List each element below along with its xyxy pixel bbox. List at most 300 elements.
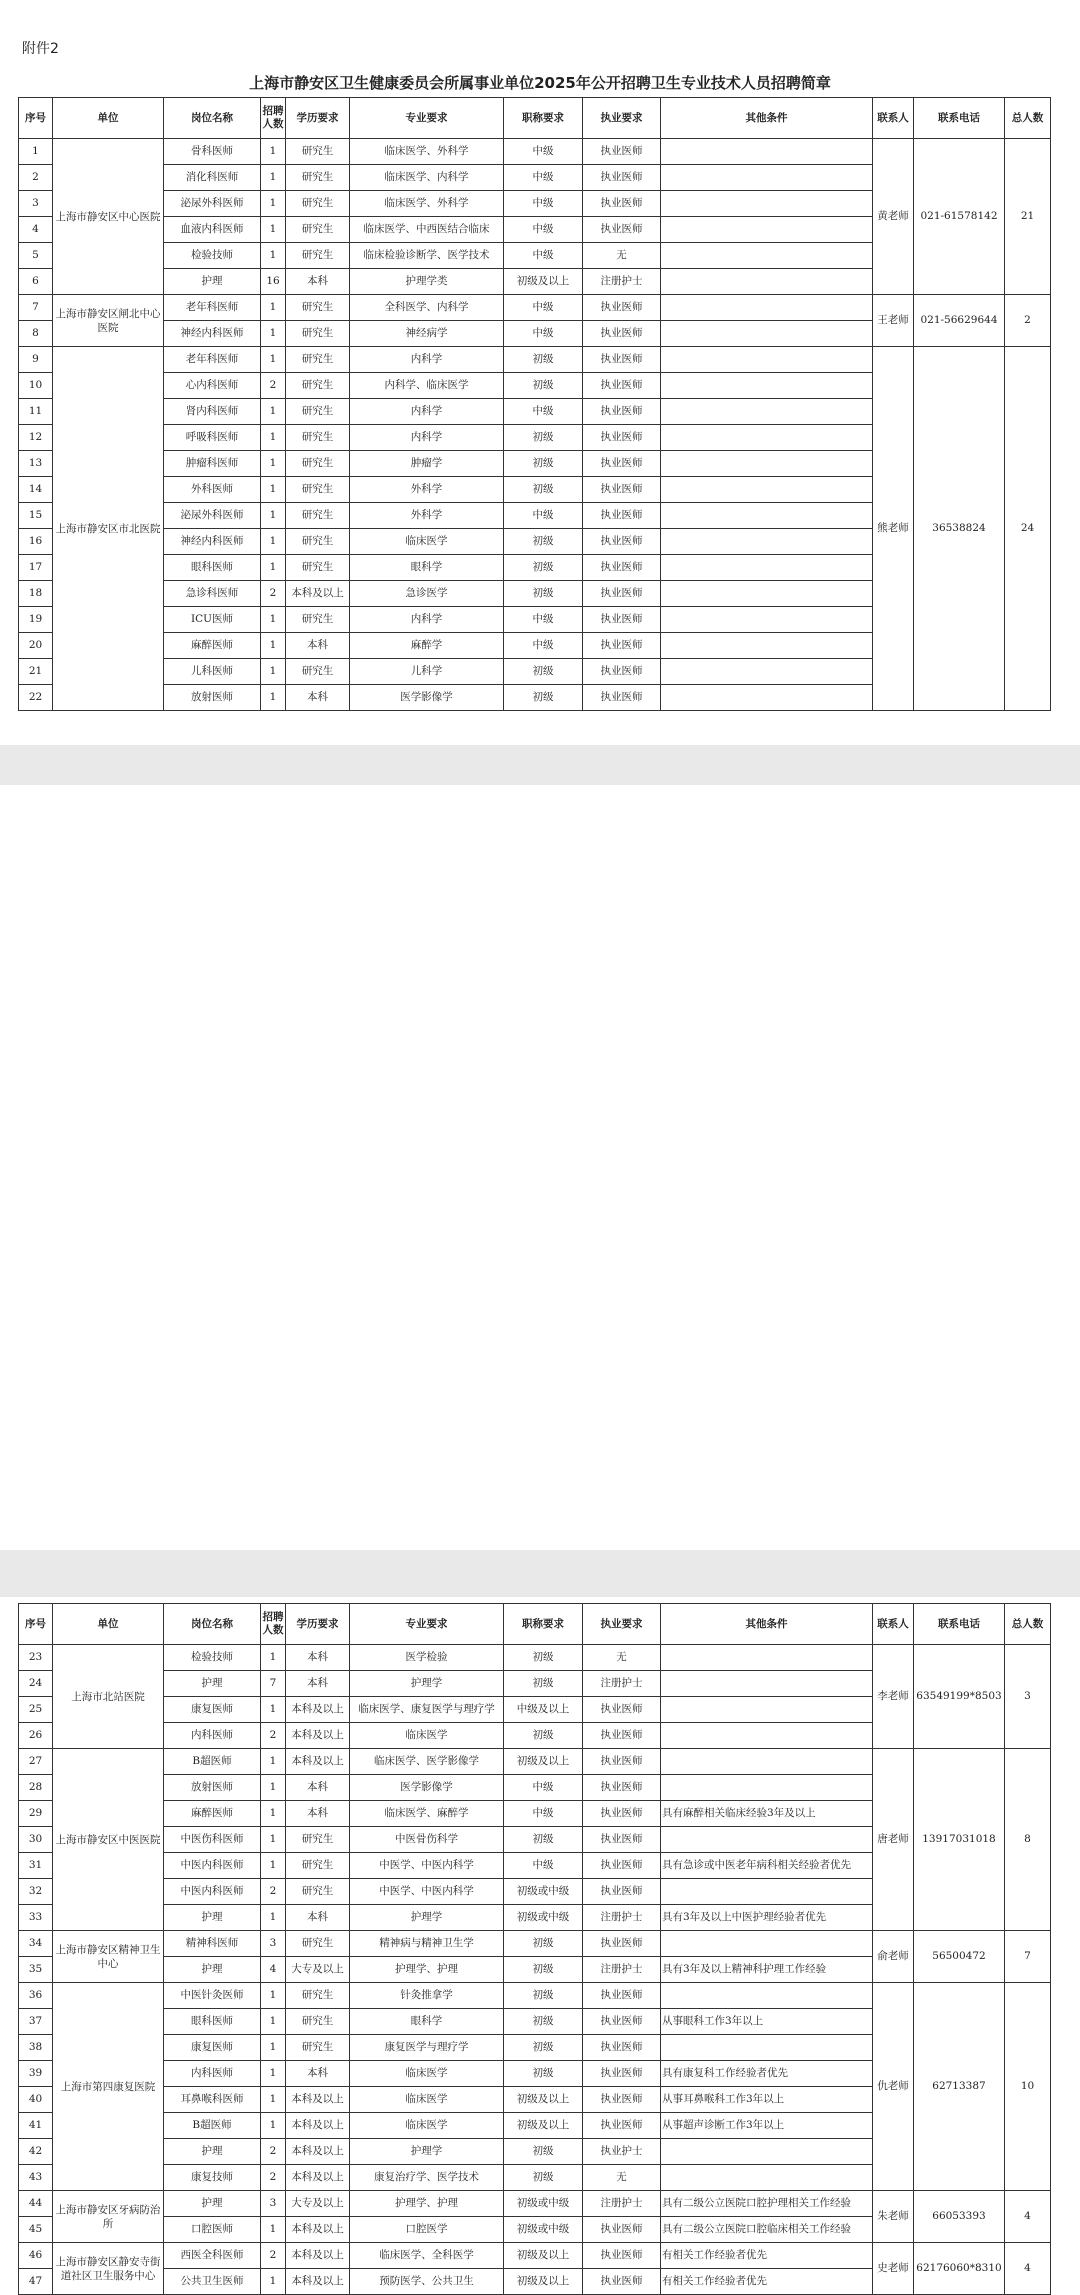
post-name: 老年科医师 — [164, 347, 261, 373]
contact-phone: 13917031018 — [914, 1749, 1005, 1931]
post-name: 眼科医师 — [164, 2009, 261, 2035]
title-requirement: 初级 — [504, 659, 583, 685]
row-number: 31 — [19, 1853, 53, 1879]
education-requirement: 研究生 — [286, 1879, 350, 1905]
recruit-count: 1 — [261, 1697, 286, 1723]
recruitment-table-page-1 — [18, 97, 1051, 711]
contact-person: 王老师 — [873, 295, 914, 347]
title-requirement: 初级 — [504, 2139, 583, 2165]
major-requirement: 中医学、中医内科学 — [350, 1853, 504, 1879]
title-requirement: 初级 — [504, 2165, 583, 2191]
license-requirement: 执业医师 — [583, 399, 661, 425]
other-conditions — [661, 1697, 873, 1723]
recruit-count: 1 — [261, 2217, 286, 2243]
contact-person: 史老师 — [873, 2243, 914, 2295]
recruit-count: 1 — [261, 1983, 286, 2009]
total-count: 2 — [1005, 295, 1051, 347]
other-conditions: 从事超声诊断工作3年以上 — [661, 2113, 873, 2139]
license-requirement: 无 — [583, 2165, 661, 2191]
column-header: 执业要求 — [583, 98, 661, 139]
recruit-count: 1 — [261, 217, 286, 243]
recruit-count: 1 — [261, 1905, 286, 1931]
title-requirement: 中级 — [504, 191, 583, 217]
row-number: 32 — [19, 1879, 53, 1905]
major-requirement: 康复治疗学、医学技术 — [350, 2165, 504, 2191]
major-requirement: 医学影像学 — [350, 1775, 504, 1801]
education-requirement: 本科 — [286, 1801, 350, 1827]
unit-name: 上海市静安区闸北中心医院 — [53, 295, 164, 347]
recruit-count: 1 — [261, 2087, 286, 2113]
major-requirement: 口腔医学 — [350, 2217, 504, 2243]
recruit-count: 1 — [261, 1645, 286, 1671]
recruit-count: 7 — [261, 1671, 286, 1697]
other-conditions — [661, 191, 873, 217]
other-conditions: 具有3年及以上精神科护理工作经验 — [661, 1957, 873, 1983]
recruit-count: 1 — [261, 2009, 286, 2035]
education-requirement: 研究生 — [286, 243, 350, 269]
unit-name: 上海市北站医院 — [53, 1645, 164, 1749]
education-requirement: 研究生 — [286, 1827, 350, 1853]
recruit-count: 1 — [261, 1749, 286, 1775]
education-requirement: 本科及以上 — [286, 1697, 350, 1723]
row-number: 44 — [19, 2191, 53, 2217]
recruitment-table-page-2 — [18, 1603, 1051, 2295]
major-requirement: 临床医学、内科学 — [350, 165, 504, 191]
row-number: 18 — [19, 581, 53, 607]
license-requirement: 执业医师 — [583, 347, 661, 373]
license-requirement: 执业医师 — [583, 1853, 661, 1879]
other-conditions — [661, 1827, 873, 1853]
license-requirement: 执业医师 — [583, 555, 661, 581]
row-number: 27 — [19, 1749, 53, 1775]
page-separator — [0, 745, 1080, 785]
title-requirement: 初级 — [504, 1957, 583, 1983]
recruit-count: 1 — [261, 243, 286, 269]
title-requirement: 初级 — [504, 1671, 583, 1697]
education-requirement: 研究生 — [286, 139, 350, 165]
major-requirement: 护理学 — [350, 2139, 504, 2165]
license-requirement: 执业医师 — [583, 2087, 661, 2113]
license-requirement: 执业医师 — [583, 1801, 661, 1827]
license-requirement: 执业医师 — [583, 165, 661, 191]
row-number: 23 — [19, 1645, 53, 1671]
post-name: 眼科医师 — [164, 555, 261, 581]
post-name: 护理 — [164, 2139, 261, 2165]
post-name: 中医针灸医师 — [164, 1983, 261, 2009]
other-conditions — [661, 503, 873, 529]
recruit-count: 1 — [261, 529, 286, 555]
education-requirement: 研究生 — [286, 2035, 350, 2061]
post-name: 检验技师 — [164, 243, 261, 269]
recruit-count: 1 — [261, 1801, 286, 1827]
post-name: 中医内科医师 — [164, 1879, 261, 1905]
major-requirement: 医学影像学 — [350, 685, 504, 711]
post-name: 口腔医师 — [164, 2217, 261, 2243]
other-conditions: 具有康复科工作经验者优先 — [661, 2061, 873, 2087]
post-name: 中医伤科医师 — [164, 1827, 261, 1853]
education-requirement: 本科及以上 — [286, 1723, 350, 1749]
column-header: 总人数 — [1005, 1604, 1051, 1645]
title-requirement: 初级 — [504, 451, 583, 477]
recruit-count: 1 — [261, 451, 286, 477]
other-conditions — [661, 477, 873, 503]
education-requirement: 研究生 — [286, 607, 350, 633]
major-requirement: 内科学、临床医学 — [350, 373, 504, 399]
other-conditions — [661, 581, 873, 607]
table-header-row — [19, 98, 1051, 139]
recruit-count: 2 — [261, 373, 286, 399]
row-number: 1 — [19, 139, 53, 165]
post-name: 呼吸科医师 — [164, 425, 261, 451]
title-requirement: 初级 — [504, 1983, 583, 2009]
post-name: 神经内科医师 — [164, 529, 261, 555]
recruit-count: 1 — [261, 659, 286, 685]
document-page-1 — [0, 0, 1080, 745]
recruit-count: 1 — [261, 191, 286, 217]
unit-name: 上海市静安区静安寺街道社区卫生服务中心 — [53, 2243, 164, 2295]
education-requirement: 本科及以上 — [286, 2243, 350, 2269]
total-count: 8 — [1005, 1749, 1051, 1931]
license-requirement: 注册护士 — [583, 1957, 661, 1983]
education-requirement: 研究生 — [286, 373, 350, 399]
education-requirement: 本科及以上 — [286, 2217, 350, 2243]
title-requirement: 中级 — [504, 139, 583, 165]
license-requirement: 执业医师 — [583, 217, 661, 243]
license-requirement: 执业医师 — [583, 581, 661, 607]
education-requirement: 本科 — [286, 2061, 350, 2087]
recruit-count: 1 — [261, 347, 286, 373]
row-number: 12 — [19, 425, 53, 451]
license-requirement: 执业医师 — [583, 659, 661, 685]
title-requirement: 中级 — [504, 217, 583, 243]
row-number: 24 — [19, 1671, 53, 1697]
total-count: 10 — [1005, 1983, 1051, 2191]
other-conditions — [661, 139, 873, 165]
major-requirement: 内科学 — [350, 607, 504, 633]
other-conditions — [661, 217, 873, 243]
education-requirement: 研究生 — [286, 191, 350, 217]
major-requirement: 内科学 — [350, 425, 504, 451]
major-requirement: 针灸推拿学 — [350, 1983, 504, 2009]
total-count: 7 — [1005, 1931, 1051, 1983]
education-requirement: 研究生 — [286, 503, 350, 529]
post-name: 消化科医师 — [164, 165, 261, 191]
major-requirement: 急诊医学 — [350, 581, 504, 607]
education-requirement: 本科及以上 — [286, 1749, 350, 1775]
title-requirement: 初级或中级 — [504, 1905, 583, 1931]
contact-phone: 66053393 — [914, 2191, 1005, 2243]
row-number: 41 — [19, 2113, 53, 2139]
major-requirement: 内科学 — [350, 347, 504, 373]
column-header: 序号 — [19, 1604, 53, 1645]
total-count: 3 — [1005, 1645, 1051, 1749]
education-requirement: 研究生 — [286, 659, 350, 685]
license-requirement: 无 — [583, 1645, 661, 1671]
title-requirement: 初级及以上 — [504, 2087, 583, 2113]
post-name: 精神科医师 — [164, 1931, 261, 1957]
major-requirement: 临床检验诊断学、医学技术 — [350, 243, 504, 269]
title-requirement: 中级 — [504, 633, 583, 659]
recruit-count: 4 — [261, 1957, 286, 1983]
table-row — [19, 1931, 1051, 1957]
other-conditions — [661, 243, 873, 269]
education-requirement: 本科 — [286, 1671, 350, 1697]
table-row — [19, 1645, 1051, 1671]
contact-person: 朱老师 — [873, 2191, 914, 2243]
major-requirement: 临床医学、中西医结合临床 — [350, 217, 504, 243]
row-number: 28 — [19, 1775, 53, 1801]
education-requirement: 研究生 — [286, 2009, 350, 2035]
major-requirement: 临床医学、医学影像学 — [350, 1749, 504, 1775]
column-header: 职称要求 — [504, 98, 583, 139]
major-requirement: 全科医学、内科学 — [350, 295, 504, 321]
license-requirement: 执业医师 — [583, 477, 661, 503]
post-name: 康复技师 — [164, 2165, 261, 2191]
page-separator-bottom — [0, 1550, 1080, 1597]
row-number: 35 — [19, 1957, 53, 1983]
major-requirement: 神经病学 — [350, 321, 504, 347]
post-name: 儿科医师 — [164, 659, 261, 685]
education-requirement: 研究生 — [286, 477, 350, 503]
recruit-count: 1 — [261, 1827, 286, 1853]
other-conditions — [661, 1983, 873, 2009]
contact-phone: 021-56629644 — [914, 295, 1005, 347]
other-conditions: 具有3年及以上中医护理经验者优先 — [661, 1905, 873, 1931]
recruit-count: 2 — [261, 1879, 286, 1905]
license-requirement: 注册护士 — [583, 269, 661, 295]
post-name: 心内科医师 — [164, 373, 261, 399]
attachment-label: 附件2 — [22, 41, 59, 57]
recruit-count: 1 — [261, 477, 286, 503]
major-requirement: 护理学、护理 — [350, 2191, 504, 2217]
row-number: 11 — [19, 399, 53, 425]
major-requirement: 精神病与精神卫生学 — [350, 1931, 504, 1957]
row-number: 38 — [19, 2035, 53, 2061]
recruit-count: 1 — [261, 2035, 286, 2061]
post-name: 康复医师 — [164, 2035, 261, 2061]
education-requirement: 研究生 — [286, 1931, 350, 1957]
recruit-count: 1 — [261, 503, 286, 529]
row-number: 13 — [19, 451, 53, 477]
education-requirement: 研究生 — [286, 347, 350, 373]
education-requirement: 本科 — [286, 1905, 350, 1931]
row-number: 5 — [19, 243, 53, 269]
title-requirement: 中级 — [504, 243, 583, 269]
other-conditions — [661, 685, 873, 711]
other-conditions — [661, 1645, 873, 1671]
row-number: 33 — [19, 1905, 53, 1931]
title-requirement: 初级 — [504, 529, 583, 555]
license-requirement: 执业医师 — [583, 607, 661, 633]
recruit-count: 1 — [261, 425, 286, 451]
title-requirement: 初级 — [504, 1723, 583, 1749]
total-count: 4 — [1005, 2191, 1051, 2243]
other-conditions — [661, 1775, 873, 1801]
recruit-count: 1 — [261, 1775, 286, 1801]
column-header: 招聘人数 — [261, 98, 286, 139]
column-header: 联系电话 — [914, 98, 1005, 139]
post-name: 公共卫生医师 — [164, 2269, 261, 2295]
major-requirement: 康复医学与理疗学 — [350, 2035, 504, 2061]
recruit-count: 1 — [261, 295, 286, 321]
post-name: 耳鼻喉科医师 — [164, 2087, 261, 2113]
row-number: 46 — [19, 2243, 53, 2269]
column-header: 岗位名称 — [164, 98, 261, 139]
major-requirement: 中医骨伤科学 — [350, 1827, 504, 1853]
recruit-count: 3 — [261, 2191, 286, 2217]
contact-phone: 021-61578142 — [914, 139, 1005, 295]
title-requirement: 初级 — [504, 1931, 583, 1957]
other-conditions — [661, 451, 873, 477]
title-requirement: 初级 — [504, 477, 583, 503]
column-header: 联系人 — [873, 1604, 914, 1645]
row-number: 15 — [19, 503, 53, 529]
row-number: 25 — [19, 1697, 53, 1723]
other-conditions — [661, 1723, 873, 1749]
row-number: 6 — [19, 269, 53, 295]
license-requirement: 执业医师 — [583, 1827, 661, 1853]
education-requirement: 研究生 — [286, 451, 350, 477]
post-name: 肾内科医师 — [164, 399, 261, 425]
other-conditions — [661, 425, 873, 451]
other-conditions: 从事耳鼻喉科工作3年以上 — [661, 2087, 873, 2113]
education-requirement: 大专及以上 — [286, 2191, 350, 2217]
title-requirement: 初级及以上 — [504, 2269, 583, 2295]
recruit-count: 1 — [261, 685, 286, 711]
post-name: 肿瘤科医师 — [164, 451, 261, 477]
license-requirement: 执业医师 — [583, 321, 661, 347]
post-name: 内科医师 — [164, 2061, 261, 2087]
column-header: 执业要求 — [583, 1604, 661, 1645]
table-header-row — [19, 1604, 1051, 1645]
education-requirement: 研究生 — [286, 529, 350, 555]
post-name: 护理 — [164, 1671, 261, 1697]
total-count: 24 — [1005, 347, 1051, 711]
row-number: 30 — [19, 1827, 53, 1853]
contact-person: 黄老师 — [873, 139, 914, 295]
table-row — [19, 295, 1051, 321]
column-header: 其他条件 — [661, 1604, 873, 1645]
title-requirement: 初级 — [504, 2035, 583, 2061]
other-conditions — [661, 2139, 873, 2165]
major-requirement: 护理学、护理 — [350, 1957, 504, 1983]
row-number: 7 — [19, 295, 53, 321]
education-requirement: 本科及以上 — [286, 2269, 350, 2295]
column-header: 联系电话 — [914, 1604, 1005, 1645]
post-name: 麻醉医师 — [164, 633, 261, 659]
license-requirement: 执业医师 — [583, 2035, 661, 2061]
title-requirement: 初级 — [504, 555, 583, 581]
post-name: B超医师 — [164, 2113, 261, 2139]
row-number: 47 — [19, 2269, 53, 2295]
row-number: 42 — [19, 2139, 53, 2165]
unit-name: 上海市第四康复医院 — [53, 1983, 164, 2191]
major-requirement: 临床医学 — [350, 1723, 504, 1749]
title-requirement: 中级 — [504, 607, 583, 633]
contact-phone: 62176060*8310 — [914, 2243, 1005, 2295]
other-conditions: 有相关工作经验者优先 — [661, 2269, 873, 2295]
major-requirement: 外科学 — [350, 503, 504, 529]
other-conditions: 从事眼科工作3年以上 — [661, 2009, 873, 2035]
title-requirement: 中级 — [504, 1775, 583, 1801]
license-requirement: 执业医师 — [583, 2217, 661, 2243]
major-requirement: 护理学 — [350, 1905, 504, 1931]
license-requirement: 执业医师 — [583, 1931, 661, 1957]
major-requirement: 临床医学 — [350, 2113, 504, 2139]
license-requirement: 执业医师 — [583, 1983, 661, 2009]
other-conditions — [661, 1671, 873, 1697]
recruit-count: 2 — [261, 2243, 286, 2269]
title-requirement: 初级或中级 — [504, 1879, 583, 1905]
contact-phone: 63549199*8503 — [914, 1645, 1005, 1749]
education-requirement: 本科 — [286, 1645, 350, 1671]
column-header: 岗位名称 — [164, 1604, 261, 1645]
title-requirement: 初级或中级 — [504, 2217, 583, 2243]
major-requirement: 预防医学、公共卫生 — [350, 2269, 504, 2295]
post-name: 外科医师 — [164, 477, 261, 503]
education-requirement: 本科及以上 — [286, 2113, 350, 2139]
column-header: 职称要求 — [504, 1604, 583, 1645]
row-number: 21 — [19, 659, 53, 685]
license-requirement: 执业医师 — [583, 2009, 661, 2035]
row-number: 9 — [19, 347, 53, 373]
title-requirement: 初级 — [504, 373, 583, 399]
other-conditions — [661, 1749, 873, 1775]
row-number: 2 — [19, 165, 53, 191]
education-requirement: 本科 — [286, 269, 350, 295]
title-requirement: 初级 — [504, 581, 583, 607]
other-conditions — [661, 607, 873, 633]
license-requirement: 执业医师 — [583, 685, 661, 711]
license-requirement: 执业医师 — [583, 295, 661, 321]
other-conditions — [661, 399, 873, 425]
major-requirement: 临床医学、康复医学与理疗学 — [350, 1697, 504, 1723]
row-number: 19 — [19, 607, 53, 633]
row-number: 3 — [19, 191, 53, 217]
row-number: 14 — [19, 477, 53, 503]
post-name: 中医内科医师 — [164, 1853, 261, 1879]
row-number: 29 — [19, 1801, 53, 1827]
education-requirement: 本科及以上 — [286, 2165, 350, 2191]
major-requirement: 眼科学 — [350, 555, 504, 581]
post-name: 神经内科医师 — [164, 321, 261, 347]
recruit-count: 2 — [261, 1723, 286, 1749]
education-requirement: 研究生 — [286, 165, 350, 191]
title-requirement: 中级 — [504, 503, 583, 529]
other-conditions — [661, 1931, 873, 1957]
title-requirement: 初级 — [504, 2061, 583, 2087]
major-requirement: 临床医学、外科学 — [350, 191, 504, 217]
column-header: 单位 — [53, 1604, 164, 1645]
recruit-count: 1 — [261, 2269, 286, 2295]
title-requirement: 初级及以上 — [504, 1749, 583, 1775]
major-requirement: 中医学、中医内科学 — [350, 1879, 504, 1905]
education-requirement: 研究生 — [286, 295, 350, 321]
other-conditions — [661, 633, 873, 659]
recruit-count: 1 — [261, 165, 286, 191]
row-number: 34 — [19, 1931, 53, 1957]
unit-name: 上海市静安区市北医院 — [53, 347, 164, 711]
title-requirement: 初级 — [504, 1827, 583, 1853]
post-name: 血液内科医师 — [164, 217, 261, 243]
recruit-count: 1 — [261, 555, 286, 581]
license-requirement: 执业医师 — [583, 633, 661, 659]
row-number: 36 — [19, 1983, 53, 2009]
license-requirement: 执业医师 — [583, 1749, 661, 1775]
license-requirement: 执业医师 — [583, 1697, 661, 1723]
post-name: 护理 — [164, 269, 261, 295]
other-conditions — [661, 269, 873, 295]
